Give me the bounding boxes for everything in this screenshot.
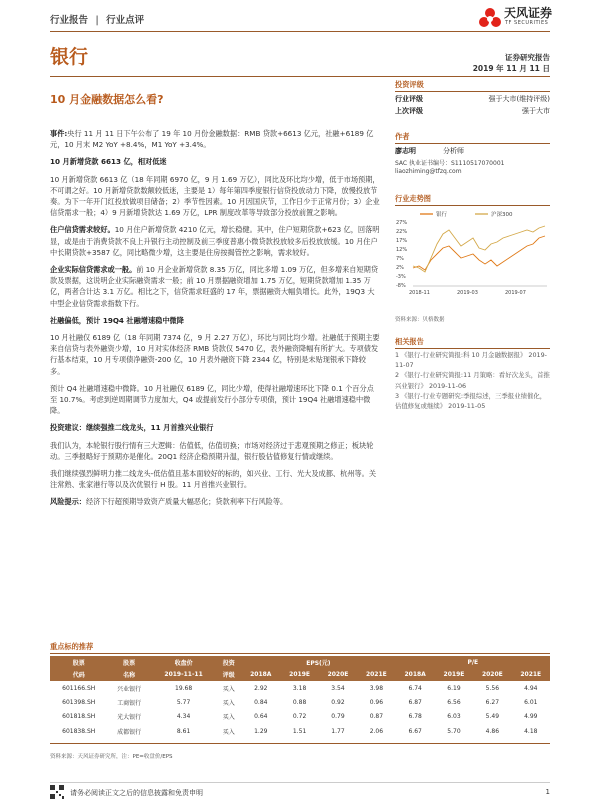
- body-paragraph: [50, 440, 380, 462]
- table-cell: 0.79: [319, 710, 357, 724]
- related-list: [395, 350, 550, 411]
- related-heading: 相关报告: [395, 337, 424, 346]
- related-report-link[interactable]: 1 《银行-行业研究简报:科 10 月金融数据报》 2019-11-07: [395, 351, 547, 370]
- table-cell: 6.27: [485, 699, 500, 707]
- table-header-cell: 2019-11-11: [151, 669, 217, 682]
- y-tick-label: 27%: [396, 220, 408, 226]
- y-tick-label: 17%: [396, 238, 408, 244]
- report-category: 行业报告: [50, 15, 89, 26]
- legend-label-hs300: 沪深300: [491, 212, 513, 218]
- qr-code-icon: [50, 785, 64, 799]
- author-email-link[interactable]: liaozhiming@tfzq.com: [395, 168, 462, 175]
- table-cell: 5.49: [473, 710, 511, 724]
- section-heading: [50, 315, 380, 326]
- author-name: 廖志明: [395, 147, 416, 155]
- header-rule: [50, 31, 550, 32]
- table-cell: 6.19: [435, 681, 473, 695]
- paragraph-text: 10 月新增贷款 6613 亿（18 年同期 6970 亿，9 月 1.69 万亿），同比及环比均少增，低于市场预期，不可谓之好。10 月新增贷款数额较低迷，主要是 1）每年第四季度银行信贷投放动力下降，放慢投放节奏。为下一年开门红投放做项目储备；2）季节性因素。10 月因国庆节，工作日少于正常月份；3）企业信贷需求一般；4）9 月新增贷款达 1.69 万亿，LPR 制度改革等导致部分投放前置之影响。: [50, 174, 380, 218]
- table-cell: 6.01: [524, 699, 538, 707]
- table-cell: 6.78: [396, 710, 435, 724]
- y-tick-label: 22%: [396, 229, 408, 235]
- table-cell: 2.06: [369, 727, 384, 735]
- section-heading-text: 社融偏低，预计 19Q4 社融增速稳中微降: [50, 315, 184, 325]
- rating-row: [395, 106, 550, 116]
- table-cell: 0.92: [331, 699, 345, 707]
- table-cell: 买入: [222, 700, 235, 708]
- table-cell: 601838.SH: [62, 727, 96, 735]
- table-cell: 0.72: [280, 710, 318, 724]
- table-cell: 601166.SH: [50, 681, 107, 695]
- table-cell: 1.77: [331, 727, 345, 735]
- paragraph-lead: 风险提示：: [50, 497, 86, 507]
- trend-heading: 行业走势图: [395, 194, 431, 203]
- trend-heading-rule: [395, 205, 550, 206]
- table-cell: 601818.SH: [50, 710, 107, 724]
- paragraph-text: 我们认为，本轮银行股行情有三大逻辑：估值低，估值切换；市场对经济过于悲观预期之修正；板块轮动。三季报略好于预期亦是催化。20Q1 经济企稳预期升温，银行股估值修复行情或继续。: [50, 440, 374, 461]
- table-cell: 1.51: [292, 727, 307, 735]
- paragraph-text: 经济下行超预期导致资产质量大幅恶化；贷款利率下行风险等。: [85, 497, 288, 507]
- header-tags: [50, 12, 144, 26]
- table-cell: 3.54: [319, 681, 357, 695]
- table-row: [50, 681, 550, 695]
- table-cell: 5.77: [176, 699, 191, 707]
- table-header-cell: 2019E: [280, 669, 318, 682]
- related-report-link[interactable]: 2 《银行-行业研究简报:11 月策略：看好次龙头，首推兴业银行》 2019-11-06: [395, 371, 550, 390]
- body-paragraph: [50, 174, 380, 219]
- table-cell: 0.96: [369, 699, 384, 707]
- section-heading: [50, 156, 380, 167]
- body-paragraph: [50, 468, 380, 490]
- table-row: [50, 724, 550, 738]
- table-cell: 3.98: [357, 681, 395, 695]
- table-cell: 4.94: [512, 681, 550, 695]
- logo: [478, 4, 558, 32]
- paragraph-lead: 企业实际信贷需求或一般。: [50, 265, 137, 275]
- table-cell: 光大银行: [107, 710, 150, 724]
- page-number: 1: [545, 788, 550, 796]
- paragraph-lead: 事件:: [50, 129, 68, 138]
- logo-text-en: TF SECURITIES: [505, 20, 549, 26]
- x-axis-ticks: [409, 290, 526, 296]
- series-line-hs300: [413, 226, 545, 272]
- main-body: [50, 128, 380, 508]
- y-tick-label: 12%: [396, 247, 408, 253]
- table-cell: 19.68: [151, 681, 217, 695]
- author-role: 分析师: [443, 147, 464, 155]
- body-paragraph: [50, 264, 380, 309]
- author-heading-rule: [395, 143, 550, 144]
- table-header-cell: 代码: [50, 669, 107, 682]
- table-cell: 6.87: [408, 699, 422, 707]
- table-row: [50, 695, 550, 709]
- table-cell: 买入: [216, 681, 241, 695]
- table-cell: 兴业银行: [107, 681, 150, 695]
- paragraph-text: 10 月住户新增贷款 4210 亿元，增长稳健。其中，住户短期贷款+623 亿，回落明显，或是由于消费贷款不良上升银行主动控制及前三季度普惠小微贷款投放较多后投放放缓。10 月住户中长期贷款+3587 亿，同比略微少增，这主要是住房按揭管控之影响，需求较好。: [50, 225, 380, 257]
- rating-value: 强于大市: [522, 107, 550, 115]
- paragraph-text: 预计 Q4 社融增速稳中微降。10 月社融仅 6189 亿，同比少增，使得社融增速环比下降 0.1 个百分点至 10.7%。考虑到逆周期调节力度加大，Q4 或提前发行小部分专项债，预计 19Q4 社融增速稳中微降。: [50, 383, 374, 416]
- body-paragraph: [50, 383, 380, 417]
- table-header-cell: 股票: [107, 656, 150, 669]
- rating-heading: 投资评级: [395, 80, 424, 89]
- table-cell: 8.61: [176, 727, 191, 735]
- table-header-cell: P/E: [396, 656, 550, 669]
- table-cell: 工商银行: [117, 700, 142, 708]
- rating-row: [395, 94, 550, 104]
- x-tick-label: 2019-07: [505, 290, 526, 296]
- table-heading-rule: [50, 653, 550, 654]
- author-heading: 作者: [395, 132, 410, 141]
- table-header-cell: 股票: [50, 656, 107, 669]
- y-axis-ticks: [396, 220, 407, 289]
- rating-heading-rule: [395, 91, 550, 92]
- y-tick-label: -3%: [396, 274, 406, 280]
- footer-disclaimer: 请务必阅读正文之后的信息披露和免责申明: [70, 789, 203, 797]
- table-header-cell: 2020E: [319, 669, 357, 682]
- report-subtitle: 10 月金融数据怎么看?: [50, 93, 164, 106]
- table-header-cell: 2018A: [241, 669, 280, 682]
- author-line: [395, 146, 550, 156]
- table-header-cell: 2021E: [512, 669, 550, 682]
- trend-source: 资料来源：贝格数据: [395, 317, 445, 323]
- logo-text-cn: 天风证券: [504, 6, 553, 20]
- table-header-cell: 投资: [216, 656, 241, 669]
- footer-rule: [50, 782, 550, 783]
- table-cell: 0.88: [292, 699, 307, 707]
- table-bottom-rule: [50, 743, 550, 744]
- table-row: [50, 710, 550, 724]
- table-cell: 0.84: [254, 699, 268, 707]
- paragraph-text: 央行 11 月 11 日下午公布了 19 年 10 月份金融数据：RMB 贷款+6613 亿元，社融+6189 亿元，10 月末 M2 YoY +8.4%，M1 YoY +3.4%。: [50, 129, 374, 150]
- related-report-link[interactable]: 3 《银行-行业专题研究:季报综述，三季报业绩催化，估值修复或继续》 2019-11-05: [395, 391, 547, 411]
- table-header-cell: 2020E: [473, 669, 511, 682]
- table-cell: 0.64: [241, 710, 280, 724]
- table-header-cell: 收盘价: [151, 656, 217, 669]
- table-cell: 3.18: [280, 681, 318, 695]
- report-type: 证券研究报告: [505, 53, 550, 62]
- table-cell: 买入: [216, 710, 241, 724]
- trend-chart: [395, 208, 550, 298]
- table-cell: 买入: [222, 728, 235, 736]
- table-cell: 6.74: [396, 681, 435, 695]
- header-separator: |: [95, 15, 99, 26]
- section-heading: [50, 422, 380, 433]
- table-cell: 6.03: [435, 710, 473, 724]
- page-title: 银行: [50, 46, 89, 68]
- x-tick-label: 2019-03: [457, 290, 478, 296]
- body-paragraph: [50, 224, 380, 258]
- paragraph-text: 前 10 月企业新增贷款 8.35 万亿，同比多增 1.09 万亿，但多增来自短期贷款及票据，这说明企业实际融资需求一般；前 10 月票据融资增加 1.75 万亿，短期贷款增加 1.35 万亿，两者合计达 3.1 万亿。相比之下，信贷需求旺盛的 17 年，票据融资大幅负增长。此外，19Q3 大中型企业信贷需求指数下行。: [50, 265, 379, 308]
- table-note: 资料来源：天风证券研究所，注：PE=收盘价/EPS: [50, 754, 173, 760]
- table-header-cell: 2021E: [357, 669, 395, 682]
- table-cell: 4.86: [485, 727, 500, 735]
- stock-table: [50, 656, 550, 739]
- y-tick-label: 7%: [396, 256, 404, 262]
- logo-mark-icon: [478, 6, 502, 30]
- rating-label: 上次评级: [395, 107, 423, 115]
- table-header-cell: 评级: [216, 669, 241, 682]
- x-tick-label: 2018-11: [409, 290, 430, 296]
- trend-legend: [420, 210, 513, 218]
- paragraph-text: 10 月社融仅 6189 亿（18 年同期 7374 亿，9 月 2.27 万亿），环比与同比均少增。社融低于预期主要来自信贷与表外融资少增，10 月对实体经济 RMB 贷款仅 5470 亿，表外融资降幅有所扩大。专项债发行基本结束，10 月专项债净融资-200 亿，10 月表外融资下降 2344 亿，特别是未贴现银承下降较多。: [50, 333, 380, 376]
- table-header-cell: EPS(元): [241, 656, 395, 669]
- table-cell: 601398.SH: [62, 699, 96, 707]
- report-subcategory: 行业点评: [106, 15, 145, 26]
- report-date: 2019 年 11 月 11 日: [472, 64, 550, 73]
- table-cell: 4.18: [524, 727, 538, 735]
- table-cell: 1.29: [254, 727, 268, 735]
- table-cell: 4.99: [512, 710, 550, 724]
- rating-label: 行业评级: [395, 95, 423, 103]
- y-tick-label: -8%: [396, 283, 406, 289]
- related-heading-rule: [395, 348, 550, 349]
- table-cell: 5.70: [447, 727, 461, 735]
- table-header-row: [50, 669, 550, 682]
- author-cert: SAC 执业证书编号：S1110517070001: [395, 160, 505, 167]
- body-paragraph: [50, 496, 380, 507]
- paragraph-lead: 住户信贷需求较好。: [50, 225, 115, 235]
- paragraph-text: 我们继续强烈鲜明力推二线龙头-低估值且基本面较好的标的，如兴业、工行、光大及成都、杭州等。关注常熟、张家港行等以及次优银行 H 股。11 月首推兴业银行。: [50, 469, 377, 490]
- table-cell: 2.92: [241, 681, 280, 695]
- section-heading-text: 投资建议：继续强推二线龙头，11 月首推兴业银行: [50, 423, 214, 433]
- table-cell: 6.67: [408, 727, 422, 735]
- body-paragraph: [50, 128, 380, 150]
- y-tick-label: 2%: [396, 265, 404, 271]
- table-cell: 成都银行: [117, 728, 142, 736]
- legend-label-bank: 银行: [436, 212, 448, 218]
- section-heading-text: 10 月新增贷款 6613 亿，相对低迷: [50, 157, 167, 167]
- title-rule: [50, 76, 550, 77]
- table-header-cell: 2018A: [396, 669, 435, 682]
- table-cell: 6.56: [447, 699, 461, 707]
- body-paragraph: [50, 332, 380, 377]
- table-cell: 4.34: [151, 710, 217, 724]
- table-header-cell: 名称: [107, 669, 150, 682]
- table-heading: 重点标的推荐: [50, 642, 94, 651]
- table-cell: 0.87: [357, 710, 395, 724]
- table-cell: 5.56: [473, 681, 511, 695]
- table-header-cell: 2019E: [435, 669, 473, 682]
- rating-value: 强于大市(维持评级): [488, 95, 550, 103]
- table-header-row: [50, 656, 550, 669]
